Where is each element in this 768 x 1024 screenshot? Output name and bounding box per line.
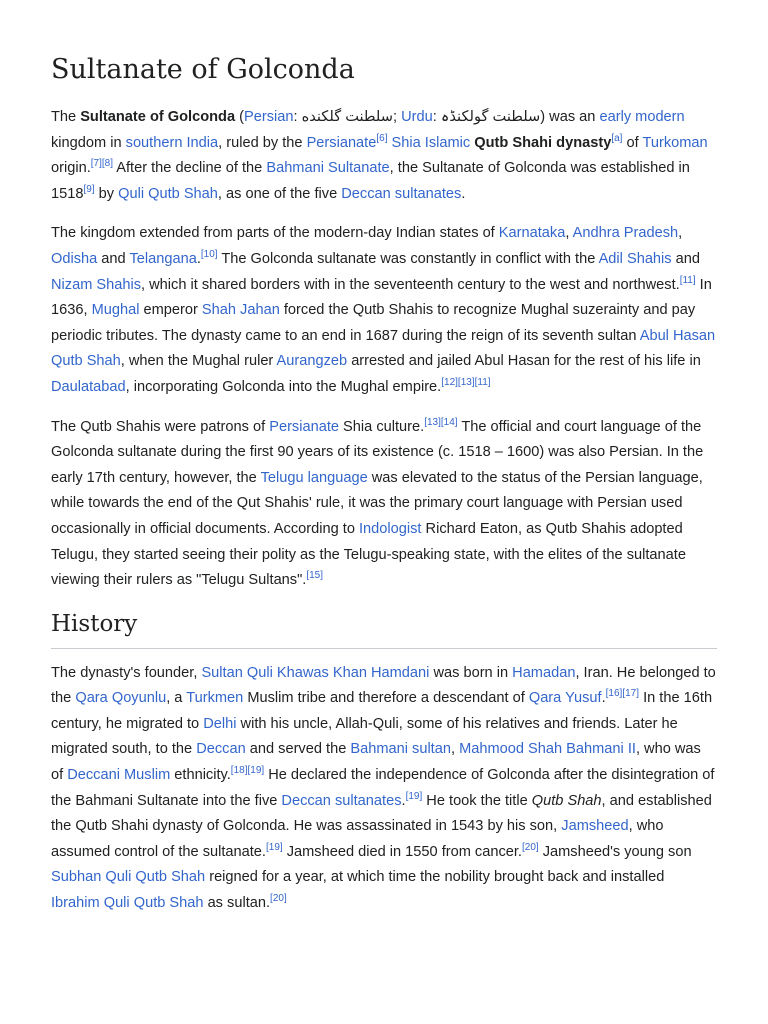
persian-name: سلطنت گلکنده <box>301 109 393 126</box>
citation-link[interactable]: [20] <box>522 841 539 853</box>
citation <box>606 688 639 699</box>
page-title: Sultanate of Golconda <box>51 54 355 85</box>
link-deccan-sultanates[interactable]: Deccan sultanates <box>281 792 402 809</box>
citation-link[interactable]: [11] <box>474 377 491 389</box>
link-daulatabad[interactable]: Daulatabad <box>51 379 126 396</box>
urdu-name: سلطنت گولکنڈہ <box>440 109 541 126</box>
link-bahmani-sultan[interactable]: Bahmani sultan <box>350 741 451 758</box>
history-paragraph: The dynasty's founder, Sultan Quli Khawas Khan Hamdani was born in Hamadan, Iran. He belonged to the Qara Qoyunlu, a Turkmen Muslim tribe and therefore a descendant of Qara Yusuf.[16][17] In the 16th century, he migrated to Delhi with his uncle, Allah-Quli, some of his relatives and friends. Later he migrated south, to the Deccan and served the Bahmani sultan, Mahmood Shah Bahmani II, who was of Deccani Muslim ethnicity.[18][19] He declared the independence of Golconda after the disintegration of the Bahmani Sultanate into the five Deccan sultanates.[19] He took the title Qutb Shah, and established the Qutb Shahi dynasty of Golconda. He was assassinated in 1543 by his son, Jamsheed, who assumed control of the sultanate.[19] Jamsheed died in 1550 from cancer.[20] Jamsheed's young son Subhan Quli Qutb Shah reigned for a year, at which time the nobility brought back and installed Ibrahim Quli Qutb Shah as sultan.[20] <box>51 664 716 912</box>
citation <box>522 842 539 853</box>
link-persianate[interactable]: Persianate <box>269 418 339 435</box>
link-ibrahim-quli[interactable]: Ibrahim Quli Qutb Shah <box>51 895 204 912</box>
link-delhi[interactable]: Delhi <box>203 715 237 732</box>
citation-link[interactable]: [8] <box>101 158 113 170</box>
citation-link[interactable]: [17] <box>622 688 640 700</box>
intro-paragraph-1: The Sultanate of Golconda (Persian: سلطنت گلکنده; Urdu: سلطنت گولکنڈہ) was an early modern kingdom in southern India, ruled by the Persianate[6] Shia Islamic Qutb Shahi dynasty[a] of Turkoman origin.[7][8] After the decline of the Bahmani Sultanate, the Sultanate of Golconda was established in 1518[9] by Quli Qutb Shah, as one of the five Deccan sultanates. <box>51 109 708 202</box>
citation <box>91 158 113 169</box>
note <box>611 133 622 144</box>
citation <box>424 417 457 428</box>
citation <box>306 570 323 581</box>
citation-link[interactable]: [12] <box>441 377 458 389</box>
citation-link[interactable]: [19] <box>247 765 265 777</box>
citation-link[interactable]: [7] <box>90 158 102 170</box>
link-karnataka[interactable]: Karnataka <box>498 225 566 242</box>
link-telugu-language[interactable]: Telugu language <box>260 469 368 486</box>
link-telangana[interactable]: Telangana <box>129 251 197 268</box>
citation-link[interactable]: [13] <box>457 377 475 389</box>
citation <box>680 275 696 286</box>
citation <box>266 842 283 853</box>
link-deccan-sultanates[interactable]: Deccan sultanates <box>341 185 462 202</box>
link-aurangzeb[interactable]: Aurangzeb <box>276 353 348 370</box>
link-shah-jahan[interactable]: Shah Jahan <box>201 302 280 319</box>
link-adil-shahis[interactable]: Adil Shahis <box>598 251 672 268</box>
bold-term: Sultanate of Golconda <box>80 109 236 126</box>
link-odisha[interactable]: Odisha <box>51 251 98 268</box>
citation-link[interactable]: [9] <box>83 184 95 196</box>
citation-link[interactable]: [15] <box>306 570 324 582</box>
link-turkmen[interactable]: Turkmen <box>186 690 244 707</box>
link-jamsheed[interactable]: Jamsheed <box>561 818 629 835</box>
citation <box>270 893 287 904</box>
link-southern-india[interactable]: southern India <box>125 134 219 151</box>
citation <box>441 377 490 388</box>
link-hamadan[interactable]: Hamadan <box>512 664 576 681</box>
citation <box>83 184 94 195</box>
link-indologist[interactable]: Indologist <box>359 521 422 537</box>
link-sultan-quli[interactable]: Sultan Quli Khawas Khan Hamdani <box>201 664 430 681</box>
intro-paragraph-3: The Qutb Shahis were patrons of Persianate Shia culture.[13][14] The official and court language of the Golconda sultanate during the first 90 years of its existence (c. 1518 – 1600) was also Persian. In the early 17th century, however, the Telugu language was elevated to the status of the Persian language, while towards the end of the Qut Shahis' rule, it was the primary court language with Persian used occasionally in official documents. According to Indologist Richard Eaton, as Qutb Shahis adopted Telugu, they started seeing their polity as the Telugu-speaking state, with the elites of the sultanate viewing their rulers as "Telugu Sultans".[15] <box>51 416 704 589</box>
citation-link[interactable]: [20] <box>270 893 287 905</box>
link-mahmood-shah-bahmani[interactable]: Mahmood Shah Bahmani II <box>459 741 636 758</box>
citation-link[interactable]: [19] <box>405 790 423 802</box>
citation-link[interactable]: [10] <box>200 249 218 261</box>
citation-link[interactable]: [18] <box>230 765 248 777</box>
citation <box>406 791 423 802</box>
bold-term: Qutb Shahi dynasty <box>474 134 612 151</box>
link-qara-qoyunlu[interactable]: Qara Qoyunlu <box>75 690 167 707</box>
link-shia-islamic[interactable]: Shia Islamic <box>391 134 471 151</box>
intro-paragraph-2: The kingdom extended from parts of the modern-day Indian states of Karnataka, Andhra Pradesh, Odisha and Telangana.[10] The Golconda sultanate was constantly in conflict with the Adil Shahis and Nizam Shahis, which it shared borders with in the seventeenth century to the west and northwest.[11] In 1636, Mughal emperor Shah Jahan forced the Qutb Shahis to recognize Mughal suzerainty and pay periodic tributes. The dynasty came to an end in 1687 during the reign of its seventh sultan Abul Hasan Qutb Shah, when the Mughal ruler Aurangzeb arrested and jailed Abul Hasan for the rest of his life in Daulatabad, incorporating Golconda into the Mughal empire.[12][13][11] <box>51 225 716 396</box>
citation <box>376 133 387 144</box>
link-nizam-shahis[interactable]: Nizam Shahis <box>51 276 142 293</box>
italic-title: Qutb Shah <box>531 792 602 809</box>
citation <box>231 765 264 776</box>
link-mughal[interactable]: Mughal <box>91 302 140 319</box>
citation-link[interactable]: [14] <box>440 416 458 428</box>
citation-link[interactable]: [16] <box>605 688 623 700</box>
note-link[interactable]: [a] <box>611 132 623 144</box>
citation-link[interactable]: [13] <box>424 416 441 428</box>
link-deccan[interactable]: Deccan <box>196 741 246 758</box>
citation <box>201 249 218 260</box>
link-urdu[interactable]: Urdu <box>401 109 433 126</box>
link-subhan-quli[interactable]: Subhan Quli Qutb Shah <box>51 869 206 886</box>
citation-link[interactable]: [6] <box>376 132 388 144</box>
link-bahmani-sultanate[interactable]: Bahmani Sultanate <box>266 160 390 177</box>
link-qara-yusuf[interactable]: Qara Yusuf <box>528 690 602 707</box>
link-quli-qutb-shah[interactable]: Quli Qutb Shah <box>118 185 218 202</box>
citation-link[interactable]: [19] <box>265 841 283 853</box>
link-deccani-muslim[interactable]: Deccani Muslim <box>67 767 171 784</box>
citation-link[interactable]: [11] <box>679 274 696 286</box>
link-persianate[interactable]: Persianate <box>306 134 377 151</box>
link-abul-hasan-qutb-shah[interactable]: Abul Hasan Qutb Shah <box>51 327 716 370</box>
link-andhra-pradesh[interactable]: Andhra Pradesh <box>572 225 679 242</box>
link-turkoman[interactable]: Turkoman <box>642 134 708 151</box>
link-persian[interactable]: Persian <box>244 109 294 126</box>
section-heading-history: History <box>51 610 717 649</box>
link-early-modern[interactable]: early modern <box>599 109 685 126</box>
